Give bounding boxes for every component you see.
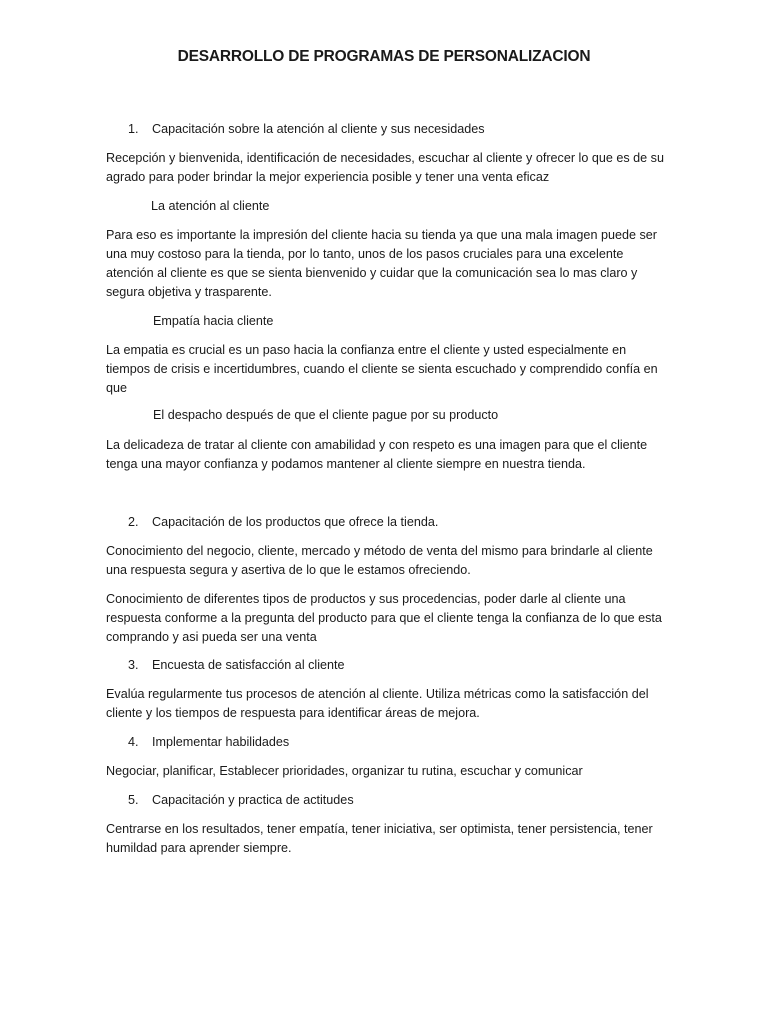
paragraph: La delicadeza de tratar al cliente con amabilidad y con respeto es una imagen para que el cliente tenga una mayor confianza y podamos mantener al cliente siempre en nuestra tienda. [106, 438, 648, 471]
list-number: 5. [128, 793, 139, 807]
list-heading: Capacitación sobre la atención al cliente y sus necesidades [152, 122, 485, 136]
paragraph: Conocimiento del negocio, cliente, mercado y método de venta del mismo para brindarle al cliente una respuesta segura y asertiva de lo que le estamos ofreciendo. [106, 544, 653, 577]
subheading: El despacho después de que el cliente pague por su producto [153, 408, 499, 422]
list-heading: Encuesta de satisfacción al cliente [152, 658, 345, 672]
paragraph: Evalúa regularmente tus procesos de atención al cliente. Utiliza métricas como la satisfacción del cliente y los tiempos de respuesta para identificar áreas de mejora. [106, 687, 649, 720]
paragraph: Para eso es importante la impresión del cliente hacia su tienda ya que una mala imagen puede ser una muy costoso para la tienda, por lo tanto, unos de los pasos cruciales para una excelente atención al cliente es que se sienta bienvenido y cuidar que la comunicación sea lo mas claro y segura objetiva y trasparente. [106, 228, 657, 299]
list-heading: Capacitación de los productos que ofrece la tienda. [152, 515, 439, 529]
subheading: Empatía hacia cliente [153, 314, 274, 328]
paragraph: Negociar, planificar, Establecer prioridades, organizar tu rutina, escuchar y comunicar [106, 764, 583, 778]
subheading: La atención al cliente [151, 199, 270, 213]
list-number: 2. [128, 515, 139, 529]
paragraph: Centrarse en los resultados, tener empatía, tener iniciativa, ser optimista, tener persistencia, tener humildad para aprender siempre. [106, 822, 653, 855]
list-heading: Implementar habilidades [152, 735, 290, 749]
list-number: 1. [128, 122, 139, 136]
paragraph: Conocimiento de diferentes tipos de productos y sus procedencias, poder darle al cliente una respuesta conforme a la pregunta del producto para que el cliente tenga la confianza de lo que esta comprando y asi pueda ser una venta [106, 592, 662, 644]
list-heading: Capacitación y practica de actitudes [152, 793, 354, 807]
paragraph: La empatia es crucial es un paso hacia la confianza entre el cliente y usted especialmente en tiempos de crisis e incertidumbres, cuando el cliente se sienta escuchado y comprendido confía en que [106, 343, 658, 395]
list-number: 3. [128, 658, 139, 672]
document-title: DESARROLLO DE PROGRAMAS DE PERSONALIZACION [177, 48, 591, 65]
list-number: 4. [128, 735, 139, 749]
paragraph: Recepción y bienvenida, identificación de necesidades, escuchar al cliente y ofrecer lo que es de su agrado para poder brindar la mejor experiencia posible y tener una venta eficaz [106, 151, 664, 184]
